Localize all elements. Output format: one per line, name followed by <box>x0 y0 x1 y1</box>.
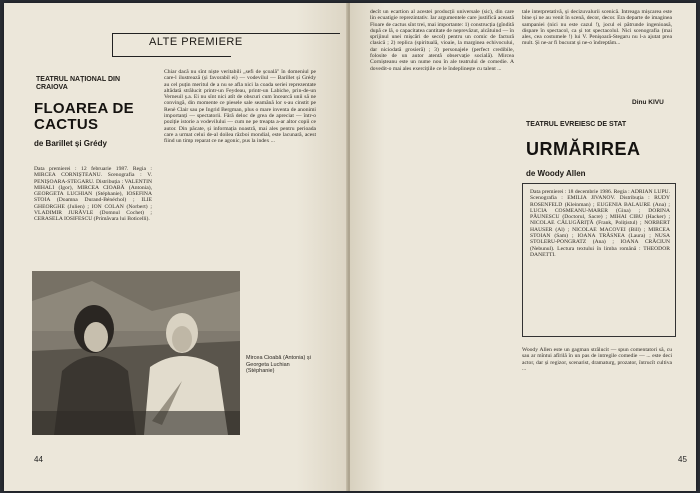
production-credits-2: Data premierei : 18 decembrie 1986. Regia : ADRIAN LUPU. Scenografia : EMILIA JIVANOV. Distribuția : RUDY ROSENFELD (Kleinman) ; EUGENIA BALAURE (Ana) ; LUCIA COSMEANU-MARER (Gina) ; DORINA PĂUNESCU (Doctorul, Sacre) ; MIHAI CIBU (Hacker) ; NICOLAE CĂLUGĂRIȚĂ (Frank, Polițistul) ; NORBERT HAUSER (Al) ; NICOLAE MACOVEI (Bill) ; MIRCEA STOIAN (Sam) ; IOANA TRĂSNEA (Laura) ; NUSA STOLERU-PONGRATZ (Ana) ; IOANA CRĂCIUN (Nebunul). Lectura textului în limba română : THEODOR DANETTI. <box>530 189 670 258</box>
review-column-2: Woody Allen este un gagman strălucit — spun comentatori să, cu sau ar mîntui afîrilă în un pas de intregile comedie — ... este deci actor, dar și regizor, scenarist, dramaturg, prozator, întrucît cultiva ... <box>522 347 672 372</box>
play-authors: de Barillet și Grédy <box>34 139 107 148</box>
section-header: ALTE PREMIERE <box>149 36 243 48</box>
section-header-rule <box>230 33 340 34</box>
review-column-continued: decît un ecartion al acestei producții universale (sic), din care lin ecuatigie reprezintativ. Iar argumentele care justifică această Floare de cactus sînt trei, mai importante: 1) construcția (gîndită după ce lă, o capacitatea cantitate de neprevăzut, alcătuind — în sprijinul unei mișcări de secol) pentru un comic de factură clasică ; 2) replica (spirituală, vioaie, la marginea echivocului, dar niciodată grosieră) ; 3) personajele (perfect credibile, folosite de un autor atentă observație socială). Mircea Cornișteanu este un nume nou în ale teatrului de comedie. A dovedit-o mai ales exercițiile ce le îndeplinește cu talent ... <box>370 9 514 72</box>
page-number-left: 44 <box>34 455 43 464</box>
review-column-end: tale interpretativă, și decizuvalurii scenică. Intreaga mișcarea este bine și ne au venit în scenă, decor, decor. Era departe de imaginea sampaniei (nici nu este cazul !), jocul ei pătrunde ingenioasă, dispare în spectacol, ca și tot spectacolul. Nici scenografia (mai ales, cea costumele !) lui V. Penișoară-Stegaru nu l-a ajutat prea mult. Și ne-ar fi bucurat și ne-o îndreptăm... <box>522 9 672 47</box>
review-signature: Dinu KIVU <box>632 99 664 106</box>
photo-illustration <box>32 271 240 435</box>
page-number-right: 45 <box>678 455 687 464</box>
photo-caption: Mircea Cioabă (Antonia) și Georgeta Luchian (Stéphanie) <box>246 355 311 374</box>
theatre-name: TEATRUL NAȚIONAL DIN CRAIOVA <box>36 76 120 91</box>
left-page <box>4 3 348 491</box>
magazine-spread <box>4 3 696 491</box>
production-credits: Data premierei : 12 februarie 1987. Regia : MIRCEA CORNIȘTEANU. Scenografia : V. PENIȘOARA-STEGARU. Distribuția : VALENTIN MIHALI (Igor), MIRCEA CIOABĂ (Antonia), GEORGETA LUCHIAN (Stéphanie), IOSEFINA STOIA (Doamna Durand-Bénéchol) ; ILIE GHEORGHE (Julien) ; ION COLAN (Norbert) ; VLADIMIR JURĂVLE (Domnul Cochet) ; CERASELA IOSIFESCU (Primăvara lui Boticelli). <box>34 166 152 223</box>
play-title: FLOAREA DE CACTUS <box>34 100 134 133</box>
theatre-name-2: TEATRUL EVREIESC DE STAT <box>526 121 627 128</box>
play-title-2: URMĂRIREA <box>526 139 641 159</box>
production-photo <box>32 271 240 435</box>
play-authors-2: de Woody Allen <box>526 169 586 178</box>
review-column: Chiar dacă nu sînt niște veritabili „sefi de școală" în domeniul pe care-l ilustrează (și favorabil ei) — vodevilul — Barillet și Grédy au cel puțin meritul de a nu se afla nici la coada seriei reprezentate altădată strălucit printr-un Feydeau, printr-un Labiche, prin-de-un Verneuil ș.a. Ei nu sînt nici atît de obscuri cum încearcă unii să ne convingă, din momente ce piesele sale seamănă lor s-au cinstit pe Renè Clair sau pe Ingrid Bergman, plus o mare inventa de anonimi importanți — spectatorii. Fără deloc de grea de apreciat — într-o poziție istorie a vodevilului — cum ne pe treapta a-ar altor copii ce autor. Din păcate, și informația noastră, mai ales pentru perioada care a urmat celui de-al doilea război mondial, este lacunară, acest fiind un timp reparat ce ne agonic, pus la index ... <box>164 69 316 145</box>
right-page <box>350 3 696 491</box>
